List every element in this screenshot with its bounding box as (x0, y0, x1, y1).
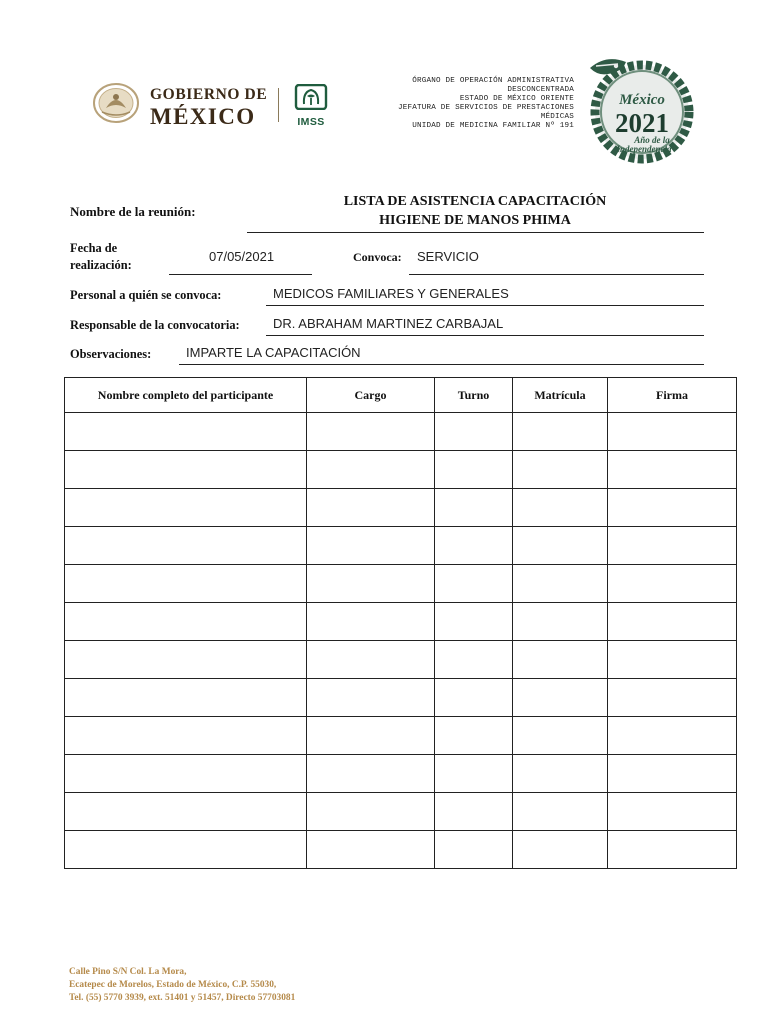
turno-cell[interactable] (435, 755, 513, 793)
nombre-cell[interactable] (65, 755, 307, 793)
turno-cell[interactable] (435, 641, 513, 679)
responsable-field[interactable]: DR. ABRAHAM MARTINEZ CARBAJAL (273, 316, 504, 331)
date-field[interactable]: 07/05/2021 (209, 249, 275, 264)
firma-cell[interactable] (608, 717, 737, 755)
cargo-cell[interactable] (307, 489, 435, 527)
date-label (70, 240, 132, 274)
turno-cell[interactable] (435, 527, 513, 565)
matricula-cell[interactable] (513, 603, 608, 641)
turno-cell[interactable] (435, 489, 513, 527)
observaciones-field[interactable]: IMPARTE LA CAPACITACIÓN (186, 345, 361, 360)
nombre-cell[interactable] (65, 717, 307, 755)
firma-cell[interactable] (608, 679, 737, 717)
cargo-cell[interactable] (307, 603, 435, 641)
organization-info (314, 77, 574, 130)
column-header-turno: Turno (435, 378, 513, 413)
footer-line1: Calle Pino S/N Col. La Mora, (69, 967, 187, 977)
nombre-cell[interactable] (65, 451, 307, 489)
imss-logo-label: IMSS (297, 116, 325, 128)
nombre-cell[interactable] (65, 565, 307, 603)
cargo-cell[interactable] (307, 413, 435, 451)
cargo-cell[interactable] (307, 641, 435, 679)
firma-cell[interactable] (608, 603, 737, 641)
firma-cell[interactable] (608, 489, 737, 527)
table-row (65, 603, 737, 641)
firma-cell[interactable] (608, 793, 737, 831)
turno-cell[interactable] (435, 831, 513, 869)
medallion-top-text: México (619, 92, 665, 108)
column-header-cargo: Cargo (307, 378, 435, 413)
cargo-cell[interactable] (307, 717, 435, 755)
cargo-cell[interactable] (307, 679, 435, 717)
matricula-cell[interactable] (513, 679, 608, 717)
table-row (65, 755, 737, 793)
org-line: UNIDAD DE MEDICINA FAMILIAR Nº 191 (412, 121, 574, 130)
cargo-cell[interactable] (307, 793, 435, 831)
gobierno-logo-line1: GOBIERNO DE (150, 86, 268, 103)
firma-cell[interactable] (608, 831, 737, 869)
date-label-line2: realización: (70, 258, 132, 272)
nombre-cell[interactable] (65, 527, 307, 565)
matricula-cell[interactable] (513, 793, 608, 831)
table-row (65, 679, 737, 717)
gobierno-de-mexico-logo (150, 87, 267, 128)
header-divider (278, 88, 279, 122)
matricula-cell[interactable] (513, 413, 608, 451)
responsable-underline (266, 335, 704, 336)
table-row (65, 793, 737, 831)
meeting-name-underline (247, 232, 704, 233)
column-header-nombre: Nombre completo del participante (65, 378, 307, 413)
turno-cell[interactable] (435, 679, 513, 717)
convoca-label: Convoca: (353, 250, 402, 264)
personal-field[interactable]: MEDICOS FAMILIARES Y GENERALES (273, 286, 509, 301)
date-underline (169, 274, 312, 275)
firma-cell[interactable] (608, 565, 737, 603)
personal-label: Personal a quién se convoca: (70, 288, 222, 302)
responsable-label: Responsable de la convocatoria: (70, 318, 240, 332)
matricula-cell[interactable] (513, 831, 608, 869)
personal-underline (266, 305, 704, 306)
attendance-table (64, 377, 737, 869)
cargo-cell[interactable] (307, 451, 435, 489)
national-seal-logo (92, 82, 140, 124)
nombre-cell[interactable] (65, 413, 307, 451)
turno-cell[interactable] (435, 603, 513, 641)
matricula-cell[interactable] (513, 527, 608, 565)
nombre-cell[interactable] (65, 603, 307, 641)
table-row (65, 451, 737, 489)
document-title-line1: LISTA DE ASISTENCIA CAPACITACIÓN (343, 194, 607, 209)
firma-cell[interactable] (608, 755, 737, 793)
cargo-cell[interactable] (307, 755, 435, 793)
nombre-cell[interactable] (65, 793, 307, 831)
footer-address (69, 966, 295, 1006)
turno-cell[interactable] (435, 413, 513, 451)
footer-line2: Ecatepec de Morelos, Estado de México, C.P. 55030, (69, 980, 277, 991)
matricula-cell[interactable] (513, 641, 608, 679)
observaciones-underline (179, 364, 704, 365)
table-row (65, 413, 737, 451)
medallion-line2: Independencia (616, 144, 672, 154)
convoca-field[interactable]: SERVICIO (417, 249, 479, 264)
date-label-line1: Fecha de (70, 241, 118, 255)
document-title-line2: HIGIENE DE MANOS PHIMA (379, 213, 571, 228)
table-header-row (65, 378, 737, 413)
convoca-underline (409, 274, 704, 275)
turno-cell[interactable] (435, 717, 513, 755)
medallion-year: 2021 (615, 108, 669, 138)
turno-cell[interactable] (435, 565, 513, 603)
meeting-name-label: Nombre de la reunión: (70, 204, 196, 219)
org-line: MÉDICAS (540, 112, 574, 121)
table-row (65, 565, 737, 603)
table-row (65, 641, 737, 679)
column-header-firma: Firma (608, 378, 737, 413)
gobierno-logo-line2: MÉXICO (150, 103, 256, 129)
nombre-cell[interactable] (65, 679, 307, 717)
observaciones-label: Observaciones: (70, 347, 152, 361)
medallion-line1: Año de la (634, 135, 670, 145)
firma-cell[interactable] (608, 641, 737, 679)
matricula-cell[interactable] (513, 565, 608, 603)
org-line: ESTADO DE MÉXICO ORIENTE (459, 94, 574, 103)
footer-line3: Tel. (55) 5770 3939, ext. 51401 y 51457, Directo 57703081 (69, 993, 296, 1004)
nombre-cell[interactable] (65, 641, 307, 679)
matricula-cell[interactable] (513, 717, 608, 755)
firma-cell[interactable] (608, 413, 737, 451)
mexico-2021-medallion-logo (586, 52, 694, 164)
table-row (65, 717, 737, 755)
nombre-cell[interactable] (65, 489, 307, 527)
cargo-cell[interactable] (307, 831, 435, 869)
cargo-cell[interactable] (307, 565, 435, 603)
column-header-matricula: Matrícula (513, 378, 608, 413)
nombre-cell[interactable] (65, 831, 307, 869)
org-line: DESCONCENTRADA (507, 85, 574, 94)
org-line: JEFATURA DE SERVICIOS DE PRESTACIONES (397, 103, 574, 112)
table-row (65, 489, 737, 527)
firma-cell[interactable] (608, 527, 737, 565)
org-line: ÓRGANO DE OPERACIÓN ADMINISTRATIVA (412, 77, 574, 85)
table-row (65, 831, 737, 869)
cargo-cell[interactable] (307, 527, 435, 565)
turno-cell[interactable] (435, 793, 513, 831)
matricula-cell[interactable] (513, 755, 608, 793)
matricula-cell[interactable] (513, 489, 608, 527)
table-row (65, 527, 737, 565)
matricula-cell[interactable] (513, 451, 608, 489)
firma-cell[interactable] (608, 451, 737, 489)
attendance-table-body (65, 413, 737, 869)
turno-cell[interactable] (435, 451, 513, 489)
